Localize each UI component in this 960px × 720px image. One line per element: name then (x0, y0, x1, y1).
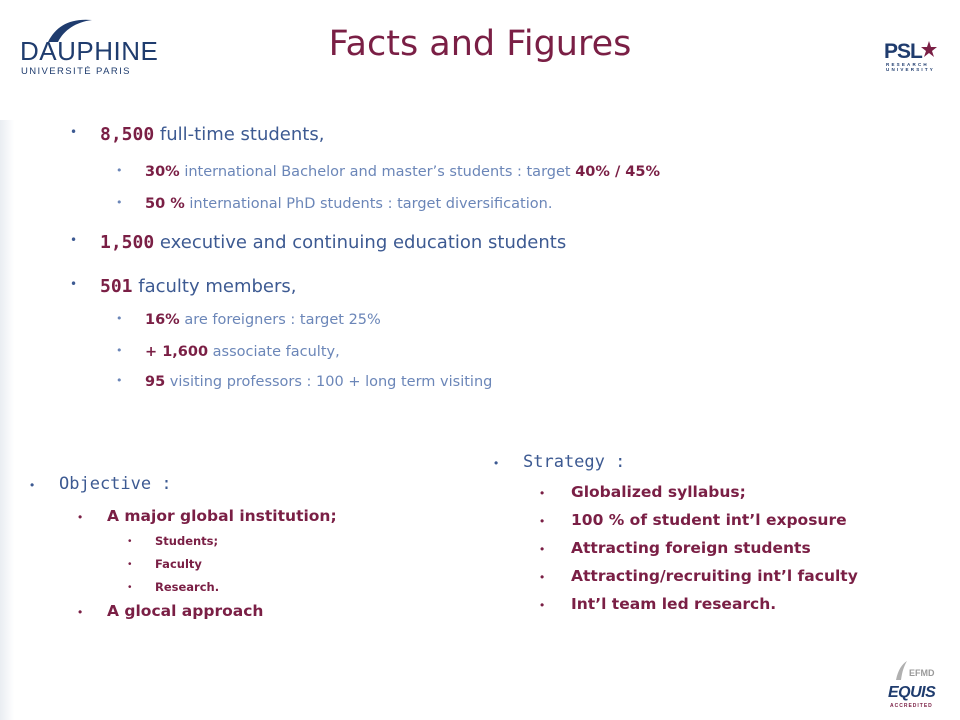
bullet-icon: • (540, 486, 545, 500)
bullet-icon: • (540, 570, 545, 584)
bullet-icon: • (128, 559, 132, 570)
intl-bm-text: international Bachelor and master’s students : target (179, 164, 576, 180)
bullet-icon: • (78, 510, 83, 524)
left-edge-shadow (0, 120, 14, 720)
objective-item-1: A major global institution; (107, 507, 337, 525)
bullet-icon: • (70, 125, 78, 139)
objective-sub-2: Faculty (155, 557, 202, 571)
associate-count: + 1,600 (145, 344, 209, 360)
objective-item-2: A glocal approach (107, 602, 264, 620)
objective-sub-3: Research. (155, 580, 220, 594)
strategy-item: 100 % of student int’l exposure (571, 511, 847, 529)
bullet-icon: • (128, 582, 132, 593)
associate-text: associate faculty, (208, 344, 340, 360)
psl-name: PSL (884, 40, 922, 63)
objective-heading: Objective : (59, 474, 172, 494)
bullet-icon: • (540, 542, 545, 556)
bullet-icon: • (116, 374, 123, 387)
intl-bm-target: 40% / 45% (575, 164, 661, 180)
foreign-percent: 16% (145, 312, 180, 328)
faculty-text: faculty members, (132, 276, 297, 297)
bullet-icon: • (116, 164, 123, 177)
strategy-item: Attracting/recruiting int’l faculty (571, 567, 858, 585)
dauphine-name: DAUPHINE (20, 36, 159, 66)
strategy-item: Attracting foreign students (571, 539, 811, 557)
equis-logo (880, 656, 940, 716)
strategy-section (494, 452, 934, 632)
intl-phd-percent: 50 % (145, 196, 185, 212)
bullet-icon: • (116, 312, 123, 325)
bullet-icon: • (70, 277, 78, 291)
strategy-item: Int’l team led research. (571, 595, 777, 613)
strategy-item: Globalized syllabus; (571, 483, 746, 501)
exec-text: executive and continuing education students (154, 232, 567, 253)
equis-label: EQUIS (888, 684, 936, 701)
visiting-count: 95 (145, 374, 166, 390)
intl-bm-percent: 30% (145, 164, 180, 180)
visiting-text: visiting professors : 100 + long term visiting (165, 374, 493, 390)
efmd-swoosh-icon (894, 660, 908, 682)
psl-sub-university: UNIVERSITY (886, 67, 936, 72)
psl-sub-research: RESEARCH (886, 62, 929, 67)
intl-phd-text: international PhD students : target diversification. (184, 196, 553, 212)
bullet-icon: • (78, 605, 83, 619)
bullet-icon: • (128, 536, 132, 547)
bullet-icon: • (540, 514, 545, 528)
bullet-icon: • (30, 478, 35, 492)
bullet-icon: • (116, 344, 123, 357)
objective-sub-1: Students; (155, 534, 219, 548)
bullet-icon: • (540, 598, 545, 612)
strategy-heading: Strategy : (523, 452, 626, 472)
accredited-label: ACCREDITED (890, 703, 933, 709)
exec-count: 1,500 (100, 232, 155, 253)
bullet-icon: • (494, 456, 499, 470)
dauphine-tagline: UNIVERSITÉ PARIS (21, 66, 131, 77)
faculty-count: 501 (100, 276, 133, 297)
bullet-icon: • (116, 196, 123, 209)
foreign-text: are foreigners : target 25% (179, 312, 381, 328)
objective-section (30, 474, 430, 634)
bullet-icon: • (70, 233, 78, 247)
students-text: full-time students, (154, 124, 325, 145)
page-title: Facts and Figures (328, 24, 632, 64)
students-count: 8,500 (100, 124, 155, 145)
efmd-label: EFMD (909, 668, 935, 678)
